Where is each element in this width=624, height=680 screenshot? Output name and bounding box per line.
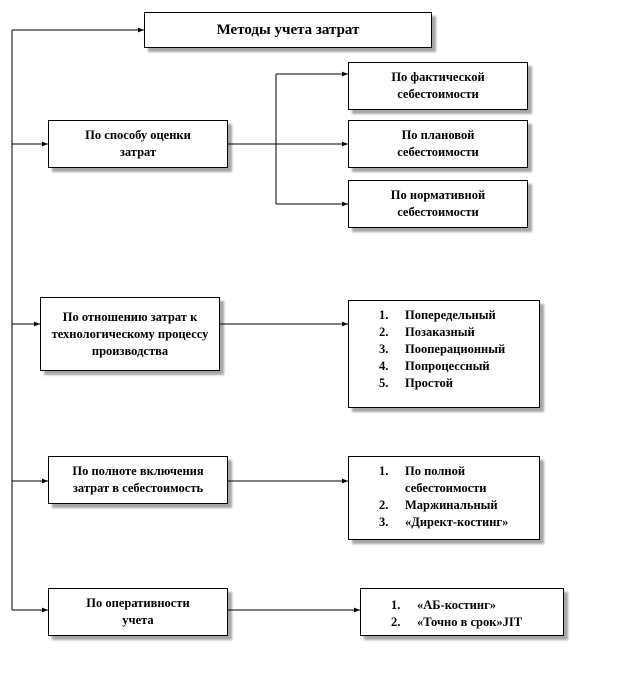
list-2-box (348, 300, 540, 408)
list-item: 1. Попередельный (379, 308, 496, 322)
title-box (144, 12, 432, 48)
list-4-box (360, 588, 564, 636)
group-4-box (48, 588, 228, 636)
group-3-label: По полноте включения затрат в себестоимость (72, 464, 204, 495)
child-2-label: По плановой себестоимости (397, 128, 479, 159)
list-item: 3. Пооперационный (379, 342, 506, 356)
list-2 (379, 307, 505, 392)
group-1-label: По способу оценки затрат (85, 128, 191, 159)
list-4 (391, 597, 522, 631)
group-2-box (40, 297, 220, 371)
group-2-label: По отношению затрат к технологическому процессу производства (51, 309, 209, 358)
child-1-box (348, 62, 528, 110)
child-2-box (348, 120, 528, 168)
child-3-box (348, 180, 528, 228)
list-item: 2. Позаказный (379, 325, 475, 339)
list-item: 2. Маржинальный (379, 498, 498, 512)
list-item: 3. «Директ-костинг» (379, 515, 509, 529)
child-1-label: По фактической себестоимости (391, 70, 485, 101)
list-3 (379, 463, 508, 531)
list-item: 2. «Точно в срок»JIT (391, 615, 523, 629)
list-3-box (348, 456, 540, 540)
list-item: 1. По полной себестоимости (379, 464, 487, 495)
list-item: 5. Простой (379, 376, 453, 390)
title-text: Методы учета затрат (216, 21, 360, 38)
list-item: 1. «АБ-костинг» (391, 598, 497, 612)
group-4-label: По оперативности учета (86, 596, 190, 627)
list-item: 4. Попроцессный (379, 359, 490, 373)
group-1-box (48, 120, 228, 168)
group-3-box (48, 456, 228, 504)
child-3-label: По нормативной себестоимости (390, 188, 486, 219)
